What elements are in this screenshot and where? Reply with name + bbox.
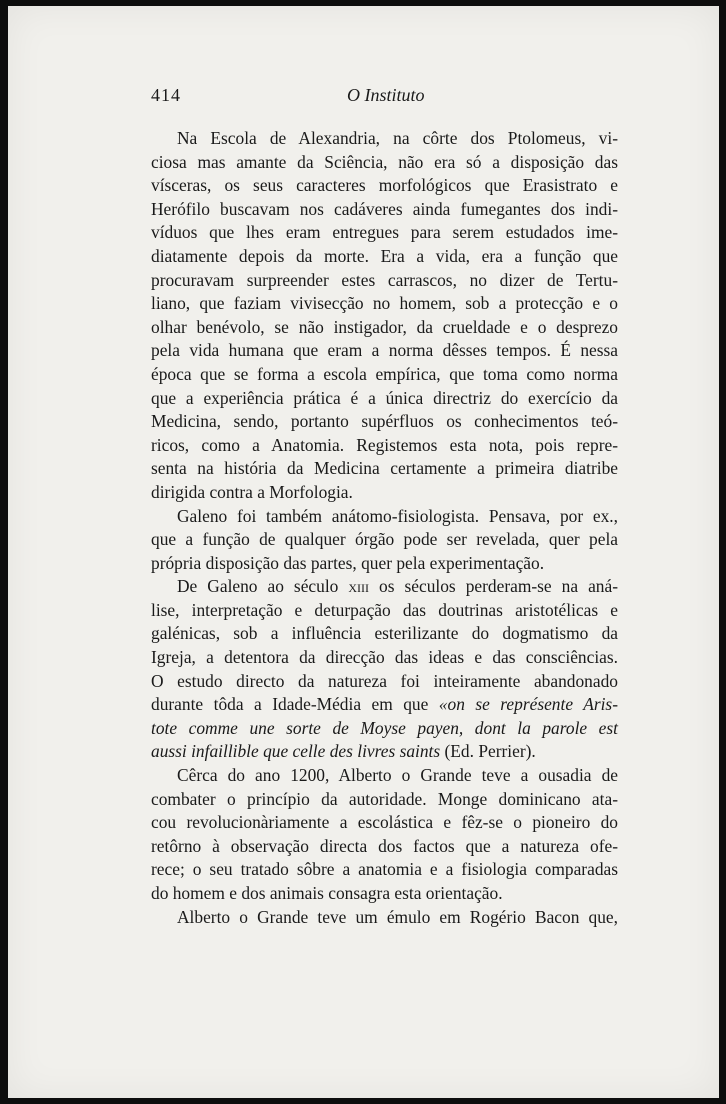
text-line: procuravam surpreender estes carrascos, no dizer de Tertu- bbox=[151, 269, 618, 290]
text-line: do homem e dos animais consagra esta orientação. bbox=[151, 883, 503, 903]
text-line bbox=[151, 717, 618, 741]
text-line: galénicas, sob a influência esterilizante do dogmatismo da bbox=[151, 623, 618, 644]
page-header bbox=[151, 85, 616, 109]
running-title: O Instituto bbox=[347, 85, 425, 105]
text-line: pela vida humana que eram a norma dêsses tempos. É nessa bbox=[151, 340, 618, 361]
text-line: própria disposição das partes, quer pela experimentação. bbox=[151, 552, 545, 573]
text-line: senta na história da Medicina certamente a primeira diatribe bbox=[151, 458, 618, 479]
text-line: época que se forma a escola empírica, que toma como norma bbox=[151, 363, 618, 384]
text-line bbox=[151, 693, 618, 717]
roman-numeral: xiii bbox=[348, 576, 370, 597]
book-page bbox=[8, 6, 719, 1098]
quote-fragment: tote comme une sorte de Moyse payen, dont la parole est bbox=[151, 717, 618, 738]
quote-fragment: aussi infaillible que celle des livres saints bbox=[151, 741, 441, 762]
text-fragment: (Ed. Perrier). bbox=[440, 741, 536, 762]
text-fragment: durante tôda a Idade-Média em que bbox=[151, 694, 439, 715]
text-fragment: De Galeno ao século bbox=[177, 576, 349, 597]
text-line bbox=[151, 575, 618, 599]
text-line: víduos que lhes eram entregues para serem estudados ime- bbox=[151, 222, 618, 243]
text-line bbox=[151, 740, 618, 764]
text-line: combater o princípio da autoridade. Monge dominicano ata- bbox=[151, 788, 618, 809]
text-line: retôrno à observação directa dos factos que a natureza ofe- bbox=[151, 835, 618, 856]
text-line: rece; o seu tratado sôbre a anatomia e a fisiologia comparadas bbox=[151, 859, 618, 880]
text-line: Medicina, sendo, portanto supérfluos os conhecimentos teó- bbox=[151, 411, 618, 432]
page-number: 414 bbox=[151, 85, 181, 105]
text-line: O estudo directo da natureza foi inteiramente abandonado bbox=[151, 670, 618, 691]
text-line: ciosa mas amante da Sciência, não era só a disposição das bbox=[151, 151, 618, 172]
text-fragment: os séculos perderam-se na aná- bbox=[369, 576, 618, 597]
text-line: dirigida contra a Morfologia. bbox=[151, 481, 353, 502]
text-line: Na Escola de Alexandria, na côrte dos Ptolomeus, vi- bbox=[177, 128, 618, 148]
text-line: Igreja, a detentora da direcção das ideas e das consciências. bbox=[151, 647, 618, 668]
text-line: vísceras, os seus caracteres morfológicos que Erasistrato e bbox=[151, 175, 618, 196]
text-line: Cêrca do ano 1200, Alberto o Grande teve a ousadia de bbox=[177, 765, 618, 786]
text-line: que a função de qualquer órgão pode ser revelada, quer pela bbox=[151, 529, 618, 550]
text-line: Herófilo buscavam nos cadáveres ainda fumegantes dos indi- bbox=[151, 198, 618, 219]
text-line: lise, interpretação e deturpação das doutrinas aristotélicas e bbox=[151, 599, 618, 620]
text-line: Alberto o Grande teve um émulo em Rogério Bacon que, bbox=[177, 906, 618, 927]
text-line: diatamente depois da morte. Era a vida, era a função que bbox=[151, 245, 618, 266]
text-line: olhar benévolo, se não instigador, da crueldade e o desprezo bbox=[151, 316, 618, 337]
text-line: Galeno foi também anátomo-fisiologista. Pensava, por ex., bbox=[177, 505, 618, 526]
text-line: cou revolucionàriamente a escolástica e fêz-se o pioneiro do bbox=[151, 812, 618, 833]
text-line: liano, que faziam vivisecção no homem, sob a protecção e o bbox=[151, 293, 618, 314]
body-text bbox=[151, 127, 618, 929]
quote-fragment: «on se représente Aris- bbox=[438, 694, 618, 715]
text-line: que a experiência prática é a única directriz do exercício da bbox=[151, 387, 618, 408]
text-line: ricos, como a Anatomia. Registemos esta nota, pois repre- bbox=[151, 434, 618, 455]
